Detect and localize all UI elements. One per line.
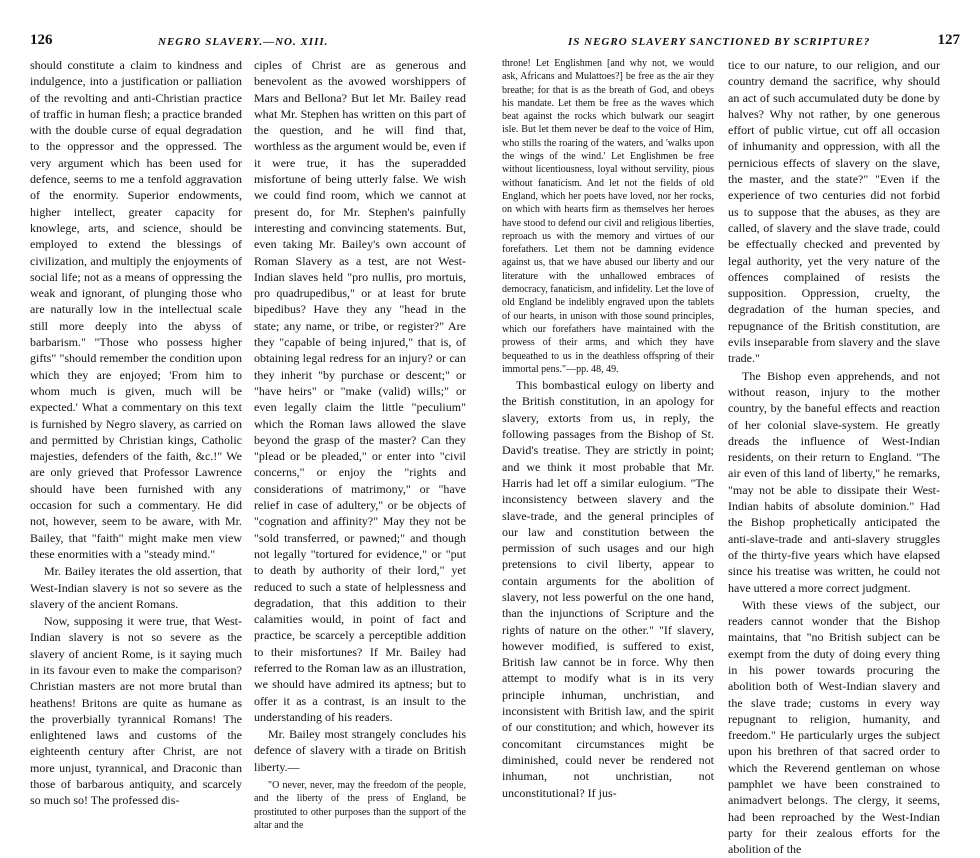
running-head bbox=[498, 34, 960, 54]
paragraph: The Bishop even apprehends, and not without reason, injury to the mother country, by the baneful effects and reaction of her colonial slave-system. He greatly dreads the influence of West-Indian residents, on their return to England. "The air even of this land of liberty," he remarks, "may not be able to dissipate their West-Indian habits of absolute dominion." Had the Bishop prophetically anticipated the anti-slave-trade and anti-slavery struggles of the thirty-five years which have elapsed since his treatise was written, he could not have uttered a more correct judgment. bbox=[728, 368, 940, 595]
paragraph: ciples of Christ are as generous and benevolent as the avowed worshippers of Mars and Bellona? But let Mr. Bailey read what Mr. Stephen has written on this part of the question, and he will find that, worthless as the argument would be, even if it were true, it has the superadded misfortune of being utterly false. We wish we could find room, which we cannot at present do, for Mr. Stephen's painfully interesting and convincing statements. But, even taking Mr. Bailey's own account of Roman Slavery as a test, are not West-Indian slaves held "pro nullis, pro mortuis, pro quadrupedibus," or at least for brute bipedibus? Have they any "head in the state; any name, or tribe, or register?" Are they "capable of being injured," that is, of obtaining legal redress for an injury? or can they inherit "by purchase or descent;" or "have heirs" or "make (valid) wills;" or even legally claim the little "peculium" which the Roman laws allowed the slave beyond the grasp of the master? Can they "plead or be pleaded," or enter into "civil concerns," or enjoy the "rights and considerations of matrimony," or "have relief in case of adultery," or be objects of "cognation and affinity?" May they not be "sold transferred, or pawned;" and though not legally "tortured for evidence," or "put to death by authority of their lord," yet reduced to such a state of helplessness and degradation, that this addition to their calamities would, in point of fact and practice, be scarcely a perceptible addition to their misfortunes? If Mr. Bailey had referred to the Roman law as an illustration, we should have admired its aptness; but to offer it as a contrast, is an insult to the understanding of his readers. bbox=[254, 58, 466, 724]
paragraph: With these views of the subject, our readers cannot wonder that the Bishop maintains, that "no British subject can be exempt from the duty of doing every thing in his power towards procuring the abolition both of West-Indian slavery and the slave trade; customs in every way repugnant to religion, humanity, and freedom." He particularly urges the subject upon his brethren of that sacred order to which the Reverend gentleman on whose pamphlet we have been constrained to animadvert belongs. The clergy, it seems, had been reproached by the West-Indian party for their zealous efforts for the abolition of the bbox=[728, 597, 940, 857]
running-head-title: NEGRO SLAVERY.—NO. XIII. bbox=[158, 36, 329, 48]
text-column-right bbox=[728, 57, 940, 858]
paragraph: Now, supposing it were true, that West-Indian slavery is not so severe as the slavery of ancient Rome, is it saying much in its favour even to make the comparison? Christian masters are not more brutal than heathens! Britons are quite as humane as the proverbially tyrannical Romans! The enlightened laws and customs of the eighteenth century after Christ, are not more unjust, tyrannical, and Draconic than those of barbarous antiquity, and scarcely so much so! The professed dis- bbox=[30, 614, 242, 808]
running-head-title: IS NEGRO SLAVERY SANCTIONED BY SCRIPTURE? bbox=[568, 36, 871, 48]
left-page bbox=[0, 0, 490, 847]
block-quote: "O never, never, may the freedom of the people, and the liberty of the press of England, be prostituted to other purposes than the support of the altar and the bbox=[254, 780, 466, 831]
block-quote: throne! Let Englishmen [and why not, we would ask, Africans and Mulattoes?] be free as the air they breathe; for that is as the breath of God, and obeys his mandate. Let them be free as the waves which beat against the rocks which bulwark our seagirt isle. But let them never be deaf to the voice of Him, who stills the roaring of the waters, and 'walks upon the wings of the wind.' Let Englishmen be free without licentiousness, loyal without servility, pious without fanaticism. And let not the fields of old England, which her poets have loved, nor her rocks, on which with hearts firm as themselves her heroes have stood to defend our civil and religious liberties, reproach us with the memory and virtues of our forefathers. Let them not be damning evidence against us, that we have abused our liberty and our literature with the unhallowed embraces of democracy, fanaticism, and infidelity. Let the love of old England be indelibly engraved upon the tablets of our hearts, in unison with those sound principles, which our forefathers have maintained with the prowess of their arms, and which they have bequeathed to us in the deathless offspring of their immortal pens."—pp. 48, 49. bbox=[502, 58, 714, 375]
text-column-right bbox=[254, 57, 466, 832]
paragraph: This bombastical eulogy on liberty and the British constitution, in an apology for slavery, extorts from us, in reply, the following passages from the Bishop of St. David's treatise. They are strictly in point; and we think it most probable that Mr. Harris had let off a similar eulogium. "The inconsistency between slavery and the slave-trade, and the general principles of our law and constitution between the permission of such usages and our high pretensions to civil liberty, appear to contain arguments for the abolition of slavery, not less powerful on the one hand, than the injunctions of Scripture and the rights of nature on the other." "If slavery, however modified, is suffered to exist, British law cannot be in force. Why then attempt to modify what is in its very principle inhuman, unchristian, and inconsistent with British law, and the spirit of our constitution; and which, however its concomitant circumstances might be diminished, could never be rendered not inhuman, not unchristian, not unconstitutional? If jus- bbox=[502, 378, 714, 800]
paragraph: tice to our nature, to our religion, and our country demand the sacrifice, why should an act of such accumulated duty be done by halves? Why not rather, by one generous effort of public virtue, cut off all occasion of inhumanity and oppression, with all the pernicious effects of slavery on the slave, the master, and the state?" "Even if the experience of two centuries did not forbid us to suppose that the abuses, as they are called, of slavery and the slave trade, could be effectually checked and prevented by legal authority, yet the very nature of the offences complained of resists the supposition. Oppression, cruelty, the degradation of the human species, and repugnance of the British constitution, are evils inseparable from slavery and the slave trade." bbox=[728, 58, 940, 366]
text-column-left bbox=[30, 57, 242, 809]
page-number: 127 bbox=[937, 32, 960, 48]
running-head bbox=[30, 34, 465, 54]
paragraph: Mr. Bailey iterates the old assertion, that West-Indian slavery is not so severe as the slavery of the ancient Romans. bbox=[30, 564, 242, 611]
paragraph: should constitute a claim to kindness and indulgence, into a justification or palliation of the revolting and anti-Christian practice of traffic in human flesh; a practice branded with the double curse of equal degradation to the oppressor and the oppressed. The very argument which has been used for defence, seems to me a tenfold aggravation of the enormity. Superior endowments, higher intellect, greater capacity for knowlege, arts, and science, should be employed to extend the blessings of civilization, and multiply the enjoyments of social life; not as a means of oppressing the weak and ignorant, of plunging those who are naturally low in the intellectual scale still more deeply into the abyss of barbarism." "Those who possess higher gifts" "should remember the condition upon which they are enjoyed; 'From him to whom much is given, much will be expected.' What a commentary on this text is furnished by Negro slavery, as carried on and permitted by Christian kings, Catholic majesties, defenders of the faith, &c.!" We are only grieved that Professor Lawrence should have been furnished with any occasion for such a commentary. He did not, however, seem to be aware, with Mr. Bailey, that "faith" might make men view these enormities with a "steady mind." bbox=[30, 58, 242, 561]
text-column-left bbox=[502, 57, 714, 801]
paragraph: Mr. Bailey most strangely concludes his defence of slavery with a tirade on British liberty.— bbox=[254, 727, 466, 774]
page-number: 126 bbox=[30, 32, 53, 48]
right-page bbox=[490, 0, 980, 857]
